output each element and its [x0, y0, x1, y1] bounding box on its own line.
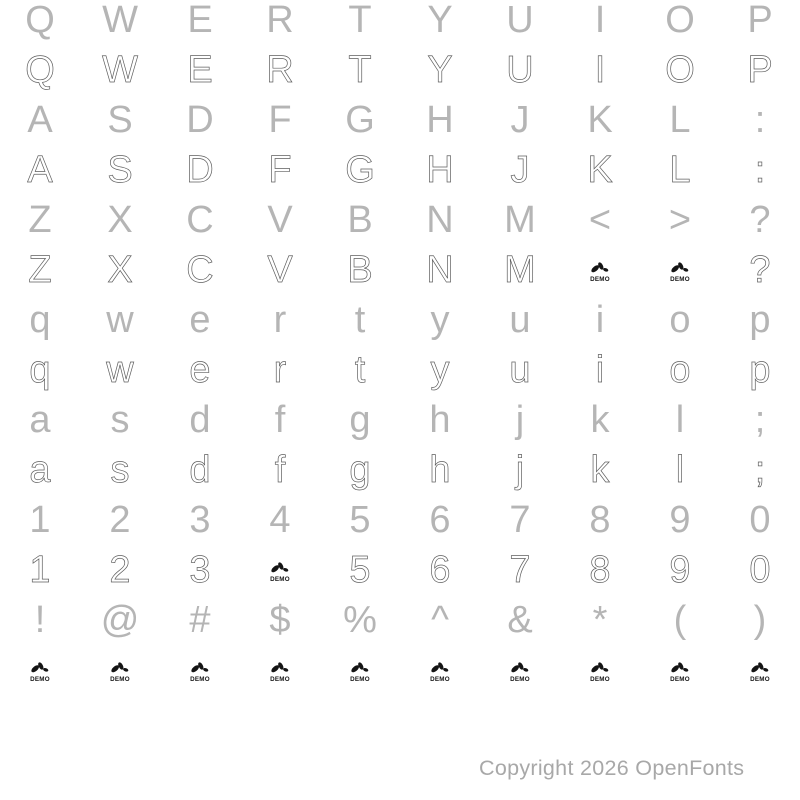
glyph-cell: A: [27, 149, 53, 191]
glyph-cell: 4: [269, 499, 291, 541]
demo-placeholder-cell: [720, 645, 800, 695]
glyph-cell: ?: [749, 249, 771, 291]
glyph-cell: w: [106, 349, 134, 391]
demo-placeholder-cell: [0, 645, 80, 695]
glyph-cell: l: [675, 449, 685, 491]
glyph-row: [0, 595, 800, 645]
glyph-cell: t: [354, 349, 366, 391]
glyph-cell: Y: [427, 49, 453, 91]
glyph-cell: 5: [349, 499, 371, 541]
glyph-cell: i: [595, 299, 605, 341]
svg-text:DEMO: DEMO: [30, 676, 50, 682]
demo-watermark-icon: [428, 661, 452, 682]
glyph-cell: ;: [754, 449, 766, 491]
glyph-cell: E: [187, 49, 213, 91]
glyph-cell: j: [515, 399, 525, 441]
glyph-cell: U: [506, 0, 534, 41]
glyph-cell: R: [266, 0, 294, 41]
glyph-cell: L: [669, 99, 691, 141]
glyph-cell: 7: [509, 549, 531, 591]
demo-watermark-icon: [188, 661, 212, 682]
glyph-cell: S: [107, 149, 133, 191]
glyph-cell: e: [189, 299, 211, 341]
glyph-cell: a: [29, 399, 51, 441]
svg-text:DEMO: DEMO: [590, 276, 610, 282]
glyph-cell: D: [186, 99, 214, 141]
demo-placeholder-cell: [160, 645, 240, 695]
glyph-cell: e: [189, 349, 211, 391]
glyph-cell: <: [588, 199, 612, 241]
glyph-cell: L: [669, 149, 691, 191]
glyph-cell: y: [430, 349, 450, 391]
glyph-cell: 3: [189, 549, 211, 591]
glyph-cell: V: [267, 249, 293, 291]
glyph-cell: I: [594, 0, 606, 41]
glyph-cell: X: [107, 249, 133, 291]
glyph-cell: 9: [669, 499, 691, 541]
glyph-cell: G: [345, 149, 375, 191]
glyph-cell: O: [665, 0, 695, 41]
glyph-row: [0, 95, 800, 145]
glyph-cell: N: [426, 249, 454, 291]
glyph-row: [0, 295, 800, 345]
glyph-cell: C: [186, 249, 214, 291]
glyph-cell: 9: [669, 549, 691, 591]
glyph-cell: p: [749, 299, 771, 341]
glyph-cell: Q: [25, 49, 55, 91]
demo-watermark-icon: [108, 661, 132, 682]
glyph-cell: s: [110, 449, 130, 491]
glyph-cell: w: [106, 299, 134, 341]
glyph-cell: k: [590, 399, 610, 441]
glyph-cell: h: [429, 399, 451, 441]
glyph-cell: T: [348, 0, 372, 41]
glyph-cell: 7: [509, 499, 531, 541]
glyph-row: [0, 145, 800, 195]
svg-text:DEMO: DEMO: [430, 676, 450, 682]
svg-text:DEMO: DEMO: [350, 676, 370, 682]
glyph-cell: M: [504, 249, 536, 291]
glyph-cell: B: [347, 249, 373, 291]
glyph-cell: 2: [109, 549, 131, 591]
glyph-cell: V: [267, 199, 293, 241]
svg-text:DEMO: DEMO: [270, 676, 290, 682]
glyph-cell: 6: [429, 549, 451, 591]
glyph-cell: B: [347, 199, 373, 241]
glyph-cell: q: [29, 299, 51, 341]
svg-text:DEMO: DEMO: [190, 676, 210, 682]
glyph-cell: 5: [349, 549, 371, 591]
glyph-cell: Z: [28, 199, 52, 241]
glyph-row: [0, 45, 800, 95]
demo-watermark-icon: [748, 661, 772, 682]
glyph-cell: $: [269, 599, 291, 641]
glyph-cell: k: [590, 449, 610, 491]
glyph-cell: D: [186, 149, 214, 191]
demo-placeholder-cell: [320, 645, 400, 695]
glyph-cell: d: [189, 449, 211, 491]
glyph-cell: u: [509, 299, 531, 341]
glyph-cell: 3: [189, 499, 211, 541]
glyph-cell: C: [186, 199, 214, 241]
glyph-cell: g: [349, 399, 371, 441]
glyph-cell: O: [665, 49, 695, 91]
glyph-cell: f: [274, 399, 286, 441]
glyph-cell: K: [587, 99, 613, 141]
glyph-cell: d: [189, 399, 211, 441]
glyph-cell: Y: [427, 0, 453, 41]
glyph-cell: :: [754, 99, 766, 141]
glyph-cell: :: [754, 149, 766, 191]
glyph-cell: o: [669, 349, 691, 391]
demo-watermark-icon: [508, 661, 532, 682]
glyph-cell: 0: [749, 499, 771, 541]
svg-text:DEMO: DEMO: [670, 276, 690, 282]
glyph-cell: *: [592, 599, 608, 641]
glyph-cell: 0: [749, 549, 771, 591]
glyph-cell: H: [426, 99, 454, 141]
glyph-cell: &: [507, 599, 533, 641]
glyph-cell: %: [343, 599, 377, 641]
demo-watermark-icon: [668, 261, 692, 282]
demo-placeholder-cell: [480, 645, 560, 695]
glyph-row: [0, 495, 800, 545]
glyph-cell: M: [504, 199, 536, 241]
svg-text:DEMO: DEMO: [670, 676, 690, 682]
demo-placeholder-cell: [80, 645, 160, 695]
glyph-cell: >: [668, 199, 692, 241]
glyph-cell: g: [349, 449, 371, 491]
copyright-text: Copyright 2026 OpenFonts: [479, 756, 745, 780]
demo-watermark-icon: [268, 661, 292, 682]
demo-watermark-icon: [668, 661, 692, 682]
glyph-cell: !: [34, 599, 46, 641]
glyph-cell: T: [348, 49, 372, 91]
svg-text:DEMO: DEMO: [270, 576, 290, 582]
demo-placeholder-cell: [400, 645, 480, 695]
glyph-cell: A: [27, 99, 53, 141]
demo-placeholder-cell: [560, 245, 640, 295]
glyph-cell: ^: [431, 599, 449, 641]
glyph-cell: s: [110, 399, 130, 441]
glyph-cell: f: [274, 449, 286, 491]
glyph-cell: K: [587, 149, 613, 191]
glyph-row: [0, 245, 800, 295]
glyph-cell: 8: [589, 499, 611, 541]
glyph-cell: ): [753, 599, 767, 641]
glyph-cell: R: [266, 49, 294, 91]
glyph-cell: #: [189, 599, 211, 641]
glyph-cell: W: [102, 0, 138, 41]
demo-watermark-icon: [588, 661, 612, 682]
glyph-cell: Q: [25, 0, 55, 41]
glyph-row: [0, 395, 800, 445]
demo-placeholder-cell: [640, 245, 720, 295]
glyph-cell: H: [426, 149, 454, 191]
demo-placeholder-cell: [560, 645, 640, 695]
glyph-cell: 1: [29, 499, 51, 541]
glyph-cell: r: [273, 349, 287, 391]
glyph-cell: a: [29, 449, 51, 491]
svg-text:DEMO: DEMO: [110, 676, 130, 682]
svg-text:DEMO: DEMO: [590, 676, 610, 682]
demo-watermark-icon: [28, 661, 52, 682]
glyph-cell: I: [594, 49, 606, 91]
svg-text:DEMO: DEMO: [750, 676, 770, 682]
glyph-cell: 1: [29, 549, 51, 591]
demo-placeholder-cell: [640, 645, 720, 695]
glyph-cell: y: [430, 299, 450, 341]
glyph-cell: (: [673, 599, 687, 641]
glyph-cell: ;: [754, 399, 766, 441]
glyph-row: [0, 645, 800, 695]
glyph-cell: j: [515, 449, 525, 491]
glyph-cell: J: [510, 99, 530, 141]
glyph-row: [0, 445, 800, 495]
demo-placeholder-cell: [240, 545, 320, 595]
glyph-cell: o: [669, 299, 691, 341]
svg-text:DEMO: DEMO: [510, 676, 530, 682]
glyph-cell: @: [100, 599, 140, 641]
demo-watermark-icon: [588, 261, 612, 282]
glyph-cell: N: [426, 199, 454, 241]
glyph-cell: G: [345, 99, 375, 141]
glyph-row: [0, 0, 800, 45]
glyph-cell: p: [749, 349, 771, 391]
glyph-row: [0, 345, 800, 395]
glyph-row: [0, 195, 800, 245]
demo-watermark-icon: [348, 661, 372, 682]
glyph-cell: X: [107, 199, 133, 241]
glyph-cell: W: [102, 49, 138, 91]
glyph-cell: Z: [28, 249, 52, 291]
glyph-cell: ?: [749, 199, 771, 241]
glyph-cell: U: [506, 49, 534, 91]
glyph-row: [0, 545, 800, 595]
glyph-cell: F: [268, 99, 292, 141]
glyph-cell: l: [675, 399, 685, 441]
glyph-cell: q: [29, 349, 51, 391]
glyph-cell: i: [595, 349, 605, 391]
glyph-cell: P: [747, 0, 773, 41]
glyph-cell: u: [509, 349, 531, 391]
demo-watermark-icon: [268, 561, 292, 582]
glyph-cell: r: [273, 299, 287, 341]
glyph-cell: t: [354, 299, 366, 341]
demo-placeholder-cell: [240, 645, 320, 695]
glyph-cell: h: [429, 449, 451, 491]
glyph-cell: E: [187, 0, 213, 41]
glyph-cell: P: [747, 49, 773, 91]
glyph-cell: 2: [109, 499, 131, 541]
glyph-cell: S: [107, 99, 133, 141]
glyph-cell: F: [268, 149, 292, 191]
glyph-cell: 8: [589, 549, 611, 591]
glyph-cell: 6: [429, 499, 451, 541]
glyph-cell: J: [510, 149, 530, 191]
